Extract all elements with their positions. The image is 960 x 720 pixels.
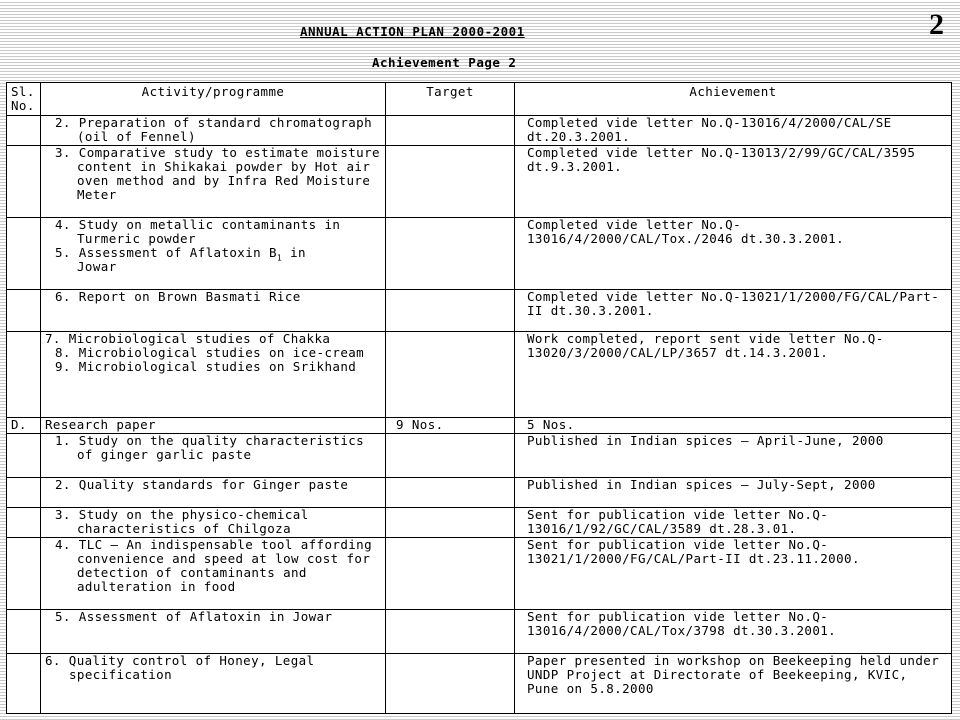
activity-cell	[41, 418, 386, 434]
achievement-cell: Completed vide letter No.Q-13021/1/2000/FG/CAL/Part-II dt.30.3.2001.	[515, 290, 952, 332]
activity-cell	[41, 146, 386, 218]
activity-item: 4. TLC – An indispensable tool affording convenience and speed at low cost for detection of contaminants and adulteration in food	[55, 537, 373, 594]
activity-cell	[41, 218, 386, 290]
table-row	[7, 332, 952, 418]
subscript-text: 1	[276, 253, 283, 263]
target-cell	[386, 116, 515, 146]
target-cell: 9 Nos.	[386, 418, 515, 434]
activity-item: 2. Quality standards for Ginger paste	[55, 477, 349, 492]
sl-cell: D.	[7, 418, 41, 434]
activity-item-text: 5. Assessment of Aflatoxin B	[55, 245, 277, 260]
activity-cell	[41, 116, 386, 146]
table-row	[7, 654, 952, 714]
activity-cell	[41, 332, 386, 418]
activity-item: 8. Microbiological studies on ice-cream	[55, 345, 365, 360]
achievement-cell: Completed vide letter No.Q-13016/4/2000/CAL/Tox./2046 dt.30.3.2001.	[515, 218, 952, 290]
activity-cell	[41, 508, 386, 538]
activity-cell	[41, 538, 386, 610]
table-row	[7, 290, 952, 332]
target-cell	[386, 478, 515, 508]
header-sl-no: Sl. No.	[7, 83, 41, 116]
table-row	[7, 538, 952, 610]
activity-item: 2. Preparation of standard chromatograph (oil of Fennel)	[55, 115, 373, 144]
sl-cell	[7, 434, 41, 478]
activity-item: 1. Study on the quality characteristics of ginger garlic paste	[55, 433, 365, 462]
table-row	[7, 116, 952, 146]
target-cell	[386, 434, 515, 478]
page-number: 2	[929, 8, 944, 41]
header-activity: Activity/programme	[41, 83, 386, 116]
achievement-cell: Completed vide letter No.Q-13016/4/2000/CAL/SE dt.20.3.2001.	[515, 116, 952, 146]
header-achievement: Achievement	[515, 83, 952, 116]
activity-item: 4. Study on metallic contaminants in Turmeric powder	[55, 217, 341, 246]
document-title: ANNUAL ACTION PLAN 2000-2001	[300, 24, 525, 39]
target-cell	[386, 332, 515, 418]
sl-cell	[7, 332, 41, 418]
activity-item: 3. Study on the physico-chemical characteristics of Chilgoza	[55, 507, 309, 536]
achievement-cell: Sent for publication vide letter No.Q-13016/4/2000/CAL/Tox/3798 dt.30.3.2001.	[515, 610, 952, 654]
table-row	[7, 146, 952, 218]
table-row	[7, 418, 952, 434]
achievement-cell: 5 Nos.	[515, 418, 952, 434]
activity-item: 6. Quality control of Honey, Legal specification	[45, 653, 315, 682]
document-subtitle: Achievement Page 2	[372, 55, 517, 70]
sl-cell	[7, 538, 41, 610]
activity-item: 9. Microbiological studies on Srikhand	[55, 359, 357, 374]
target-cell	[386, 654, 515, 714]
target-cell	[386, 508, 515, 538]
achievement-cell: Published in Indian spices – April-June, 2000	[515, 434, 952, 478]
activity-item-suffix: in	[282, 245, 306, 260]
target-cell	[386, 146, 515, 218]
achievement-cell: Paper presented in workshop on Beekeeping held under UNDP Project at Directorate of Beekeeping, KVIC, Pune on 5.8.2000	[515, 654, 952, 714]
table-header-row	[7, 83, 952, 116]
sl-cell	[7, 610, 41, 654]
section-heading: Research paper	[45, 417, 156, 432]
activity-item	[45, 246, 381, 274]
achievement-cell: Published in Indian spices – July-Sept, 2000	[515, 478, 952, 508]
target-cell	[386, 218, 515, 290]
activity-cell	[41, 654, 386, 714]
sl-cell	[7, 146, 41, 218]
sl-cell	[7, 654, 41, 714]
table-row	[7, 478, 952, 508]
table-row	[7, 610, 952, 654]
sl-cell	[7, 508, 41, 538]
sl-cell	[7, 218, 41, 290]
sl-cell	[7, 290, 41, 332]
achievement-cell: Work completed, report sent vide letter No.Q-13020/3/2000/CAL/LP/3657 dt.14.3.2001.	[515, 332, 952, 418]
sl-cell	[7, 116, 41, 146]
target-cell	[386, 538, 515, 610]
activity-item: 7. Microbiological studies of Chakka	[45, 331, 331, 346]
activity-cell	[41, 290, 386, 332]
table-row	[7, 508, 952, 538]
achievement-cell: Sent for publication vide letter No.Q-13016/1/92/GC/CAL/3589 dt.28.3.01.	[515, 508, 952, 538]
achievement-cell: Completed vide letter No.Q-13013/2/99/GC/CAL/3595 dt.9.3.2001.	[515, 146, 952, 218]
sl-cell	[7, 478, 41, 508]
activity-item: 3. Comparative study to estimate moisture content in Shikakai powder by Hot air oven method and by Infra Red Moisture Meter	[55, 145, 380, 202]
activity-item: 6. Report on Brown Basmati Rice	[55, 289, 301, 304]
target-cell	[386, 290, 515, 332]
activity-item: 5. Assessment of Aflatoxin in Jowar	[55, 609, 333, 624]
target-cell	[386, 610, 515, 654]
achievement-table	[6, 82, 952, 714]
table-row	[7, 218, 952, 290]
activity-item-continued: Jowar	[77, 259, 117, 274]
activity-cell	[41, 610, 386, 654]
activity-cell	[41, 434, 386, 478]
table-row	[7, 434, 952, 478]
header-target: Target	[386, 83, 515, 116]
activity-cell	[41, 478, 386, 508]
achievement-cell: Sent for publication vide letter No.Q-13021/1/2000/FG/CAL/Part-II dt.23.11.2000.	[515, 538, 952, 610]
